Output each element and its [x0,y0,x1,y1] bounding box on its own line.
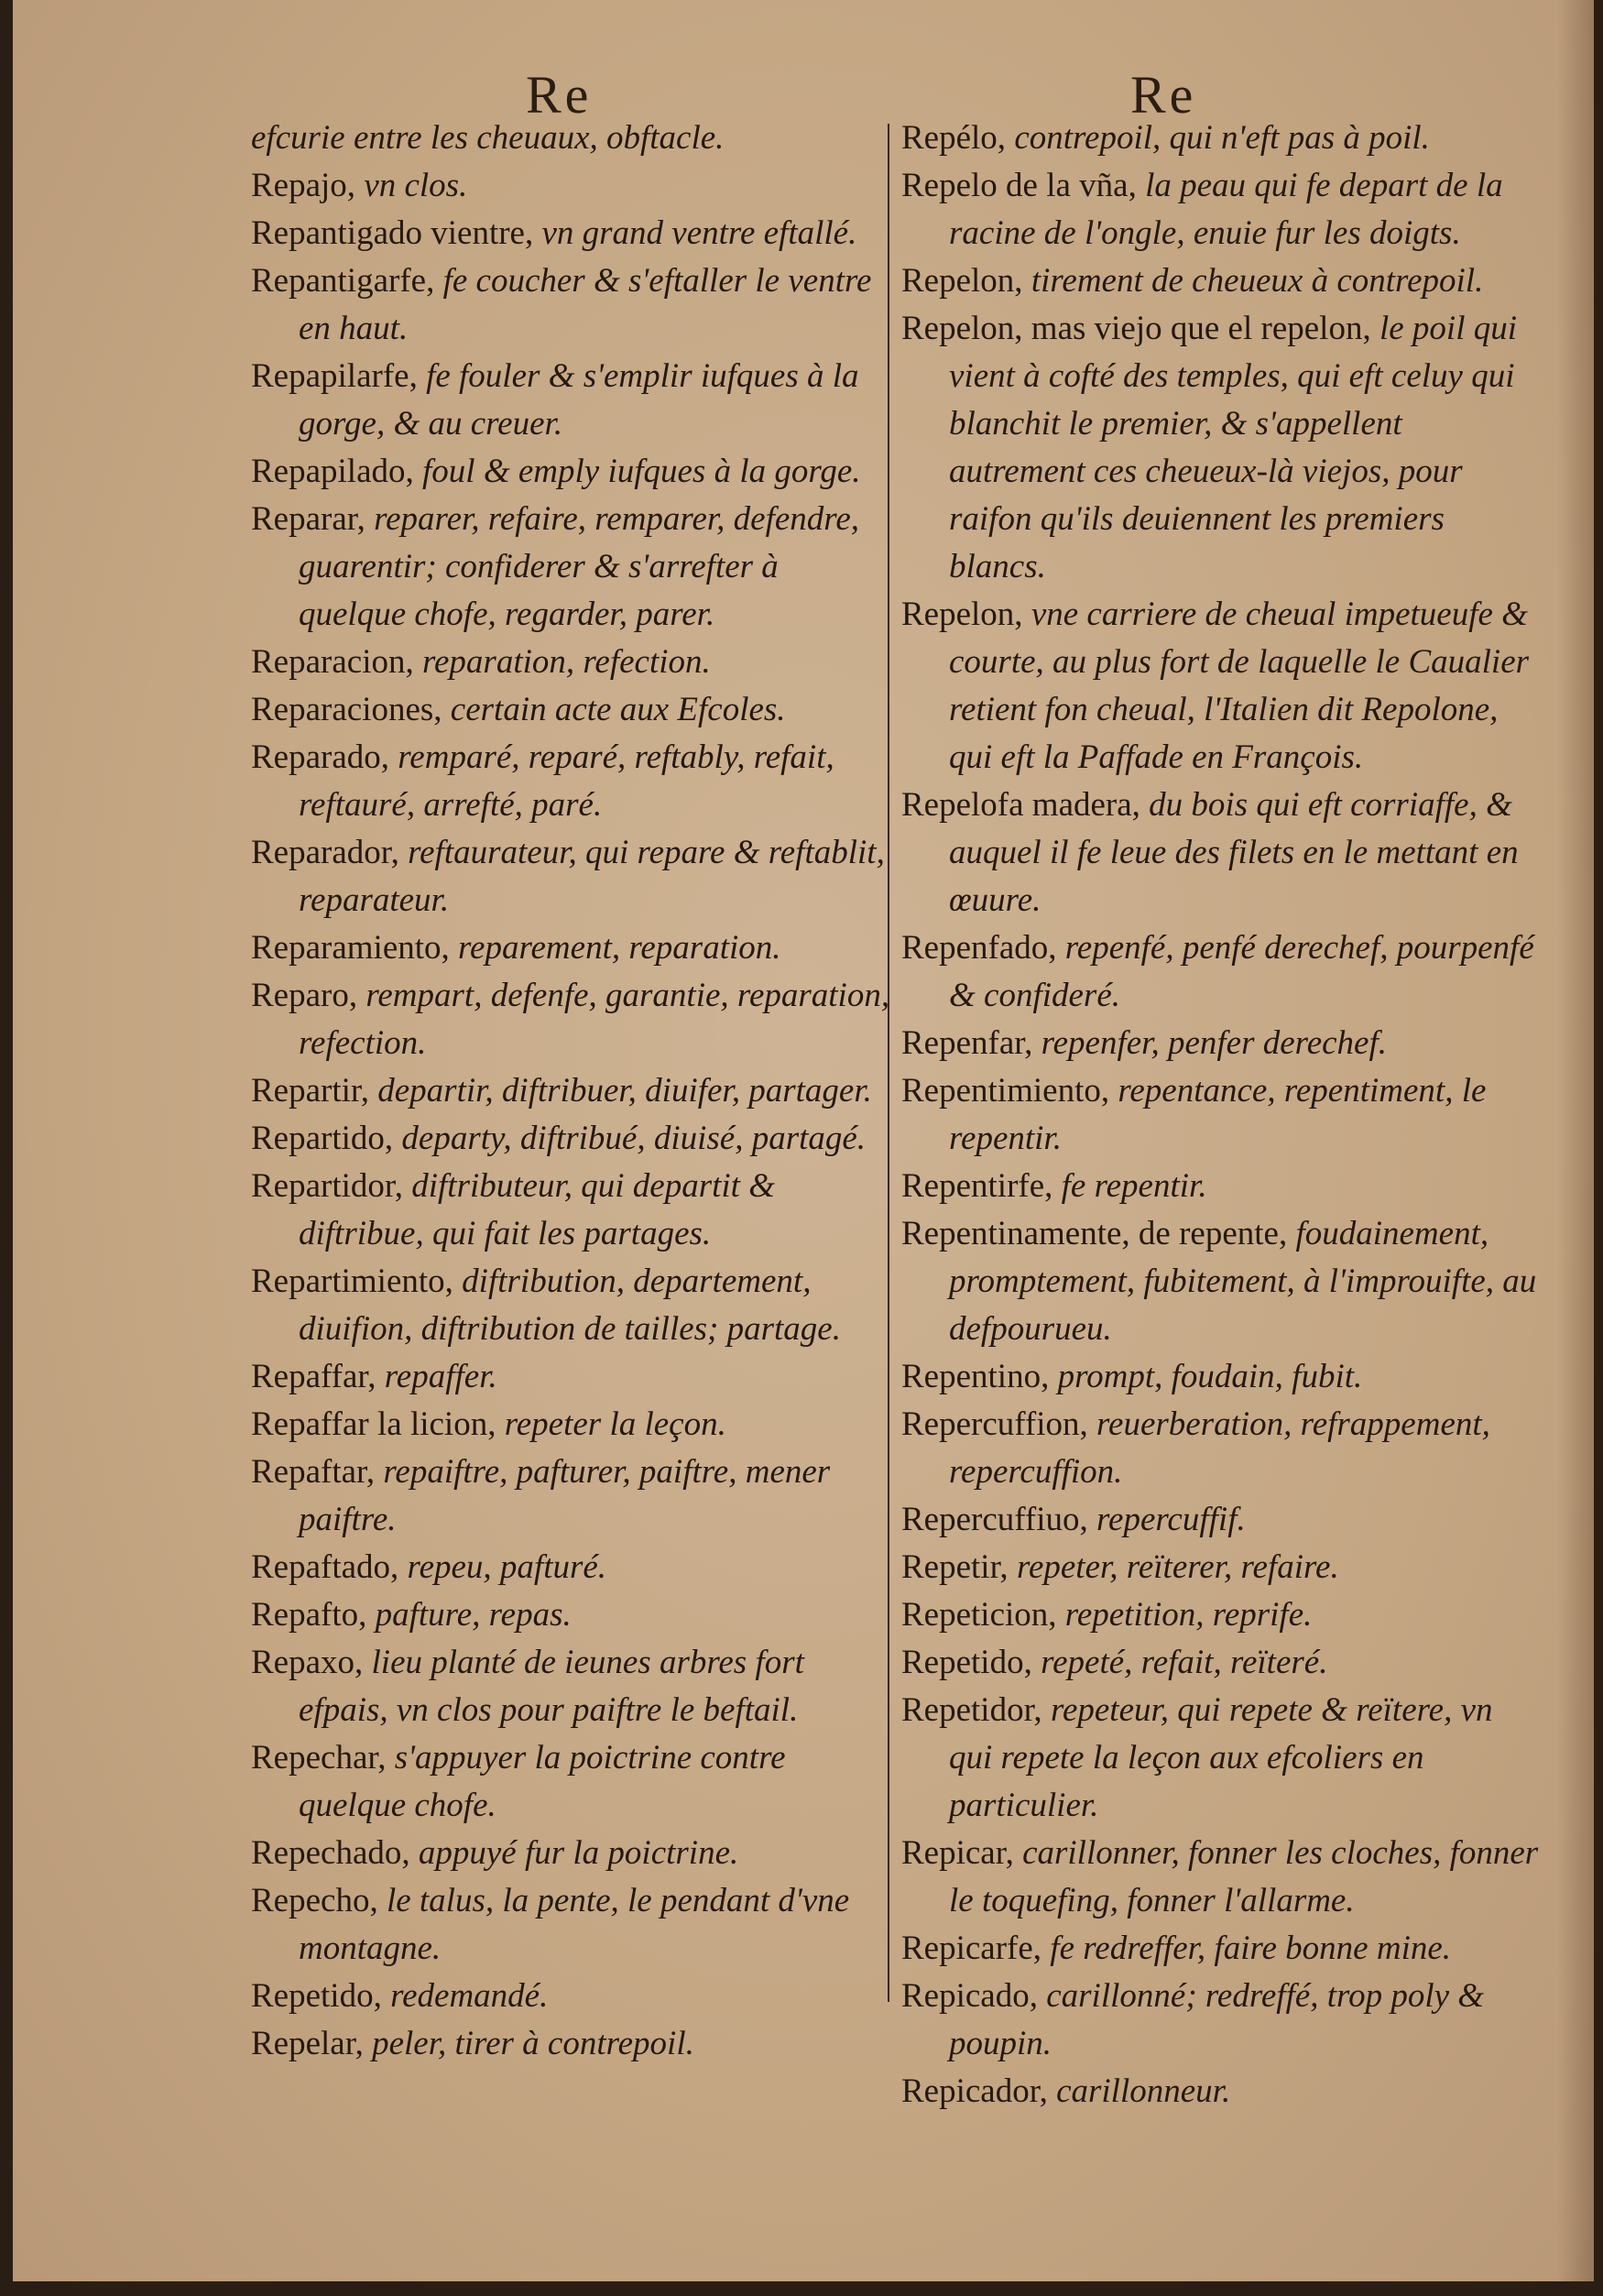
dictionary-entry [251,1639,892,1734]
dictionary-entry [251,1830,892,1877]
page-header-right: Re [1130,65,1197,125]
dictionary-entry [901,1544,1543,1591]
entry-headword: Repafto, [251,1596,376,1634]
entry-headword: Repetido, [251,1977,391,2015]
dictionary-entry [251,734,892,829]
entry-translation: certain acte aux Efcoles. [450,691,786,728]
entry-headword: Repicar, [901,1834,1023,1872]
entry-headword: Repaxo, [251,1644,372,1681]
entry-headword: Repercuffion, [901,1405,1097,1443]
dictionary-entry [251,115,892,162]
dictionary-entry [251,496,892,639]
entry-translation: contrepoil, qui n'eft pas à poil. [1014,119,1430,157]
entry-headword: Repentino, [901,1358,1058,1395]
dictionary-entry [251,829,892,924]
entry-headword: Reparacion, [251,643,422,681]
entry-headword: Repartimiento, [251,1263,463,1300]
entry-headword: Repelon, [901,596,1031,633]
entry-headword: Repenfado, [901,929,1065,967]
entry-headword: Repicarfe, [901,1930,1051,1967]
entry-translation: reparement, reparation. [458,929,781,967]
entry-translation: carillonner, fonner les cloches, fonner le toquefing, fonner l'allarme. [949,1834,1539,1919]
entry-headword: Repartido, [251,1120,402,1157]
entry-headword: Repajo, [251,167,365,204]
entry-translation: carillonné; redreffé, trop poly & poupin. [949,1977,1485,2062]
entry-headword: Repecho, [251,1882,387,1919]
entry-translation: appuyé fur la poictrine. [418,1834,739,1872]
entry-headword: Repartidor, [251,1167,412,1205]
entry-headword: Repetir, [901,1548,1017,1586]
entry-translation: repaiftre, pafturer, paiftre, mener paiftre. [299,1453,831,1538]
entry-headword: Repaffar, [251,1358,385,1395]
entry-headword: Repantigarfe, [251,262,443,300]
entry-translation: departir, diftribuer, diuifer, partager. [377,1072,872,1110]
entry-translation: reparer, refaire, remparer, defendre, guarentir; confiderer & s'arrefter à quelque chofe, regarder, parer. [299,500,859,633]
entry-headword: Repelar, [251,2025,373,2062]
entry-translation: vne carriere de cheual impetueufe & courte, au plus fort de laquelle le Caualier retient fon cheual, l'Italien dit Repolone, qui eft la Paffade en François. [949,596,1530,776]
entry-headword: Repaftar, [251,1453,384,1491]
entry-headword: Reparado, [251,738,398,776]
entry-headword: Repapilado, [251,453,423,490]
entry-headword: Repechado, [251,1834,419,1872]
dictionary-entry [251,1258,892,1353]
entry-headword: Reparador, [251,834,409,871]
dictionary-entry [251,1973,892,2020]
entry-headword: Reparaciones, [251,691,451,728]
dictionary-entry [901,1401,1543,1496]
entry-translation: du bois qui eft corriaffe, & auquel il fe leue des filets en le mettant en œuure. [949,786,1519,919]
dictionary-entry [901,782,1543,924]
entry-headword: Repetidor, [901,1691,1051,1729]
entry-translation: repeter, reïterer, refaire. [1016,1548,1339,1586]
dictionary-entry [251,2020,892,2068]
entry-headword: Repenfar, [901,1024,1041,1062]
dictionary-entry [901,1639,1543,1687]
entry-translation: foul & emply iufques à la gorge. [422,453,861,490]
dictionary-entry [901,1973,1543,2068]
entry-translation: departy, diftribué, diuisé, partagé. [401,1120,867,1157]
dictionary-entry [901,1353,1543,1401]
entry-headword: Repicado, [901,1977,1047,2015]
entry-headword: Repaftado, [251,1548,408,1586]
entry-translation: fe repentir. [1061,1167,1207,1205]
entry-headword: Repicador, [901,2072,1057,2110]
entry-translation: diftribution, departement, diuifion, diftribution de tailles; partage. [299,1263,841,1348]
entry-translation: repeu, pafturé. [407,1548,607,1586]
dictionary-entry [251,1591,892,1639]
entry-translation: repenfer, penfer derechef. [1041,1024,1387,1062]
dictionary-entry [901,924,1543,1020]
entry-translation: vn grand ventre eftallé. [541,214,857,252]
dictionary-entry [901,162,1543,257]
entry-headword: Repantigado vientre, [251,214,542,252]
entry-headword: Repercuffiuo, [901,1501,1097,1538]
entry-translation: le talus, la pente, le pendant d'vne montagne. [299,1882,850,1967]
entry-headword: Repapilarfe, [251,357,427,395]
dictionary-entry [251,162,892,210]
entry-translation: efcurie entre les cheuaux, obftacle. [251,119,725,157]
entry-translation: peler, tirer à contrepoil. [372,2025,694,2062]
dictionary-entry [251,1067,892,1115]
entry-translation: s'appuyer la poictrine contre quelque chofe. [299,1739,786,1824]
entry-headword: Repélo, [901,119,1015,157]
entry-headword: Reparar, [251,500,375,538]
entry-translation: repaffer. [384,1358,497,1395]
dictionary-entry [251,353,892,448]
entry-translation: repentance, repentiment, le repentir. [949,1072,1487,1157]
entry-translation: repetition, reprife. [1064,1596,1313,1634]
entry-translation: diftributeur, qui departit & diftribue, qui fait les partages. [299,1167,775,1252]
dictionary-entry [901,2068,1543,2116]
dictionary-entry [901,1020,1543,1067]
dictionary-entry [251,1544,892,1591]
book-page [13,0,1594,2281]
dictionary-entry [901,257,1543,305]
dictionary-entry [251,1115,892,1163]
entry-headword: Repartir, [251,1072,378,1110]
dictionary-entry [251,686,892,734]
dictionary-entry [251,1449,892,1544]
entry-translation: tirement de cheueux à contrepoil. [1030,262,1484,300]
entry-translation: repercuffif. [1096,1501,1246,1538]
entry-translation: lieu planté de ieunes arbres fort efpais, vn clos pour paiftre le beftail. [299,1644,804,1729]
dictionary-entry [251,210,892,257]
dictionary-entry [251,1353,892,1401]
entry-translation: fe redreffer, faire bonne mine. [1050,1930,1452,1967]
entry-translation: la peau qui fe depart de la racine de l'ongle, enuie fur les doigts. [949,167,1503,252]
entry-headword: Repetido, [901,1644,1041,1681]
entry-translation: fe fouler & s'emplir iufques à la gorge, & au creuer. [299,357,859,443]
entry-translation: prompt, foudain, fubit. [1057,1358,1363,1395]
dictionary-entry [251,1163,892,1258]
entry-translation: le poil qui vient à cofté des temples, qui eft celuy qui blanchit le premier, & s'appellent autrement ces cheueux-là viejos, pour raifon qu'ils deuiennent les premiers blancs. [949,310,1518,585]
entry-headword: Repelo de la vña, [901,167,1146,204]
entry-translation: foudainement, promptement, fubitement, à l'improuifte, au defpourueu. [949,1215,1537,1348]
dictionary-entry [251,448,892,496]
dictionary-entry [901,115,1543,162]
dictionary-entry [901,1687,1543,1830]
entry-headword: Repentinamente, de repente, [901,1215,1296,1252]
entry-headword: Repentirfe, [901,1167,1062,1205]
dictionary-entry [901,305,1543,591]
entry-headword: Reparo, [251,977,366,1014]
dictionary-entry [901,1830,1543,1925]
entry-headword: Repelofa madera, [901,786,1150,824]
entry-headword: Repelon, [901,262,1031,300]
entry-translation: reftaurateur, qui repare & reftablit, reparateur. [299,834,885,919]
dictionary-entry [251,972,892,1067]
dictionary-entry [251,257,892,353]
dictionary-entry [901,591,1543,782]
entry-translation: reuerberation, refrappement, repercuffion. [949,1405,1490,1491]
dictionary-entry [901,1496,1543,1544]
entry-translation: fe coucher & s'eftaller le ventre en haut. [299,262,872,347]
entry-headword: Reparamiento, [251,929,459,967]
right-column [901,115,1543,2116]
left-column [251,115,892,2068]
entry-translation: repenfé, penfé derechef, pourpenfé & confideré. [949,929,1534,1014]
entry-headword: Repelon, mas viejo que el repelon, [901,310,1379,347]
entry-translation: repeter la leçon. [504,1405,726,1443]
entry-translation: remparé, reparé, reftably, refait, reftauré, arrefté, paré. [299,738,834,824]
entry-translation: vn clos. [364,167,468,204]
page-header-left: Re [526,65,593,125]
dictionary-entry [901,1210,1543,1353]
entry-headword: Repaffar la licion, [251,1405,505,1443]
entry-translation: pafture, repas. [375,1596,572,1634]
dictionary-entry [901,1591,1543,1639]
entry-translation: redemandé. [390,1977,549,2015]
dictionary-entry [251,639,892,686]
entry-translation: reparation, refection. [421,643,711,681]
dictionary-entry [251,1877,892,1973]
entry-translation: repeté, refait, reïteré. [1041,1644,1328,1681]
entry-translation: repeteur, qui repete & reïtere, vn qui repete la leçon aux efcoliers en particulier. [949,1691,1493,1824]
dictionary-entry [901,1067,1543,1163]
entry-headword: Repeticion, [901,1596,1065,1634]
dictionary-entry [251,924,892,972]
entry-translation: rempart, defenfe, garantie, reparation, refection. [299,977,890,1062]
dictionary-entry [251,1401,892,1449]
entry-headword: Repechar, [251,1739,395,1777]
entry-headword: Repentimiento, [901,1072,1118,1110]
entry-translation: carillonneur. [1056,2072,1231,2110]
dictionary-entry [901,1925,1543,1973]
dictionary-entry [251,1734,892,1830]
dictionary-entry [901,1163,1543,1210]
